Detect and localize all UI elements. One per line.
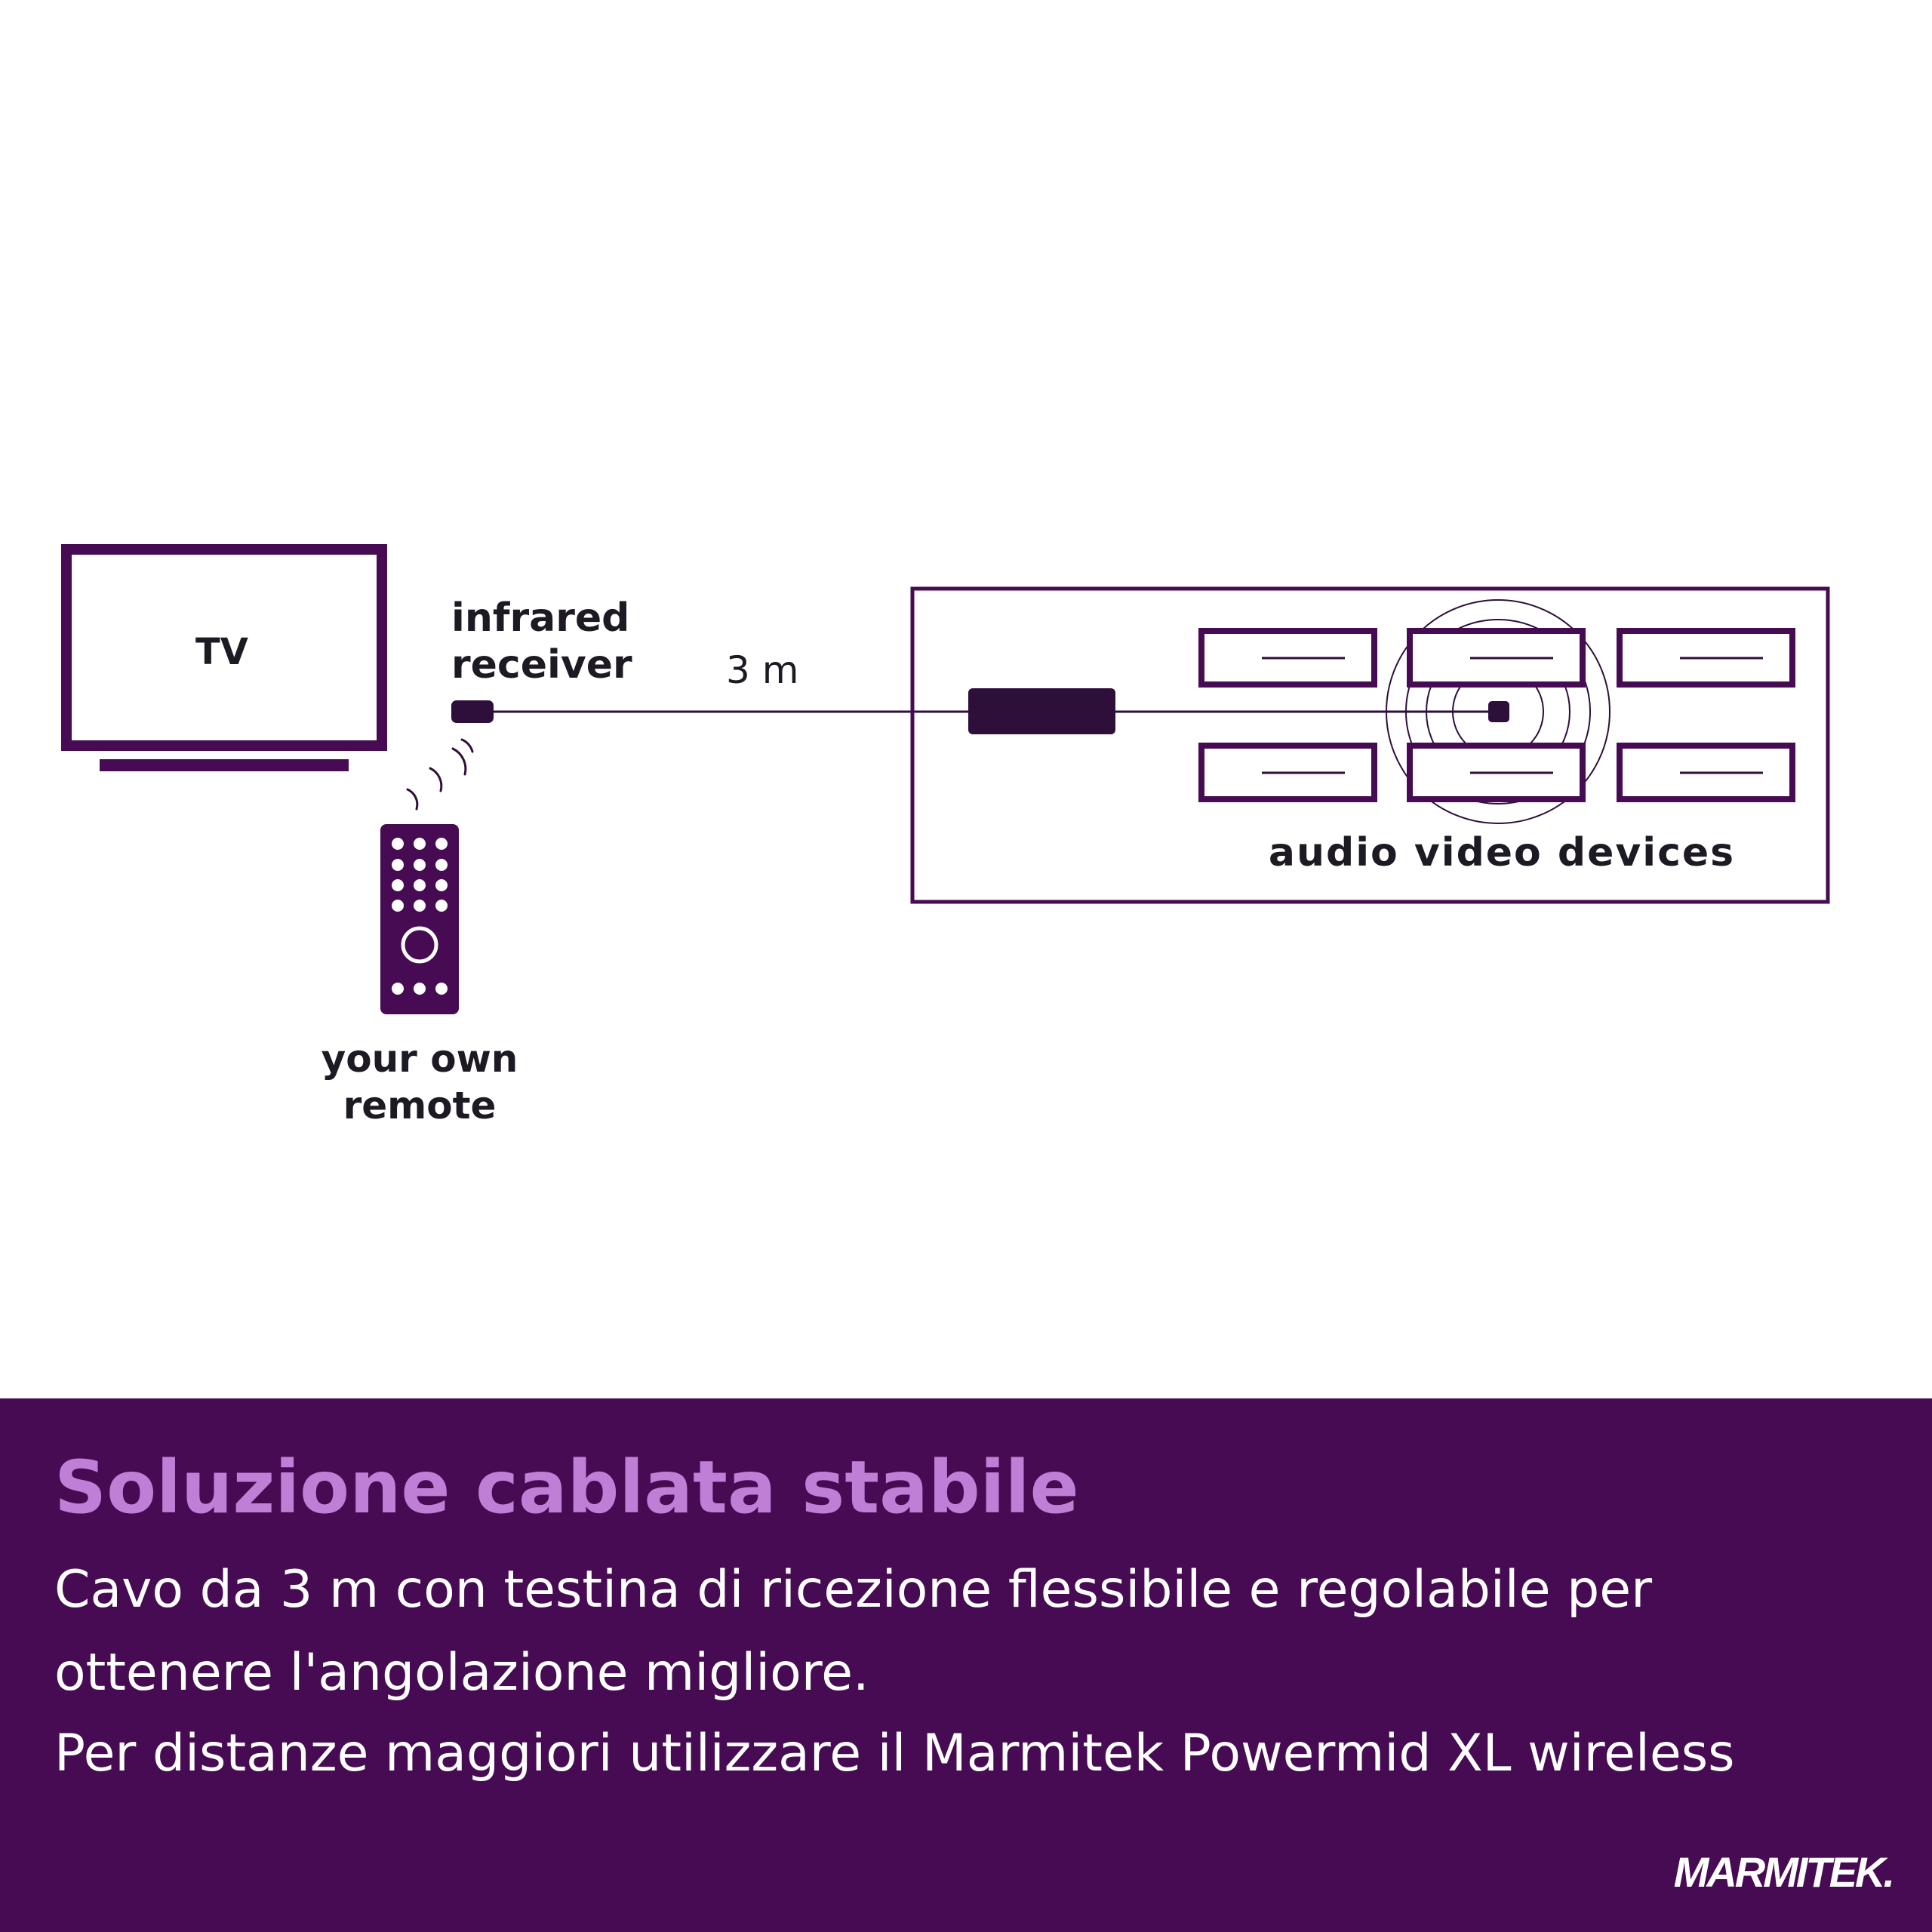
- receiver-label-line1: infrared: [451, 595, 630, 641]
- remote-label-line1: your own: [321, 1037, 518, 1081]
- body-line-3: Per distanze maggiori utilizzare il Marmitek Powermid XL wireless: [54, 1724, 1735, 1783]
- receiver-label-line2: receiver: [451, 642, 632, 688]
- infrared-receiver-icon: [451, 700, 494, 723]
- ir-emitter-icon: [1488, 701, 1509, 722]
- ir-signal-icon: [408, 740, 472, 809]
- tv-label: TV: [195, 631, 248, 673]
- marmitek-logo: MARMITEK.: [1673, 1848, 1893, 1896]
- amplifier-block-icon: [968, 688, 1115, 734]
- remote-control-icon: [380, 824, 459, 1014]
- devices-label: audio video devices: [1268, 830, 1736, 875]
- body-line-1: Cavo da 3 m con testina di ricezione flessibile e regolabile per: [54, 1560, 1653, 1620]
- remote-label-line2: remote: [343, 1084, 497, 1128]
- body-line-2: ottenere l'angolazione migliore.: [54, 1643, 869, 1703]
- headline: Soluzione cablata stabile: [54, 1445, 1079, 1530]
- distance-label: 3 m: [726, 648, 799, 692]
